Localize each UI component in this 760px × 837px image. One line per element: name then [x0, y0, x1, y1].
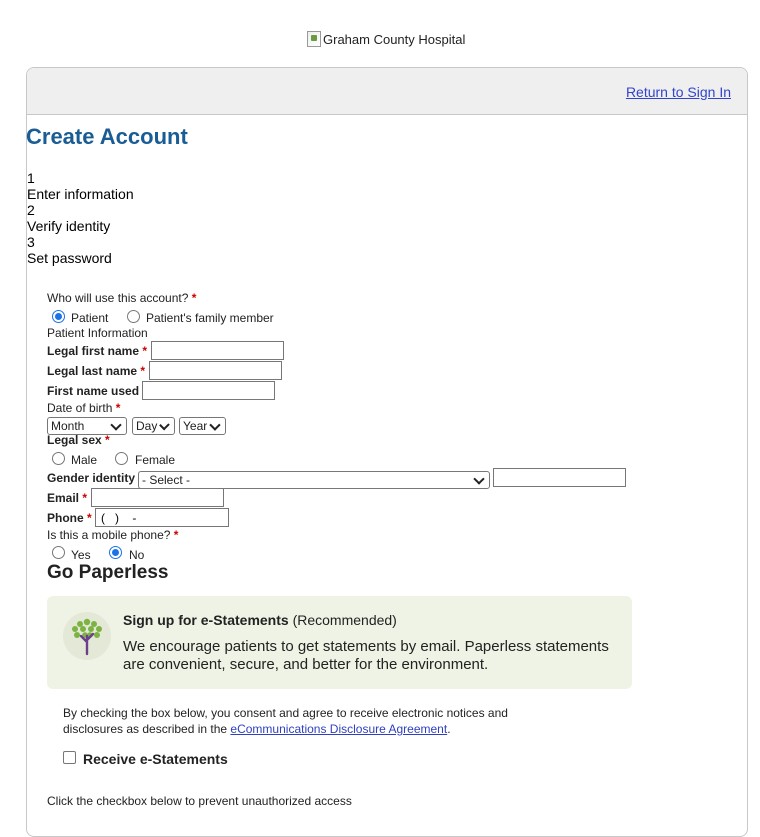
receive-e-statements-checkbox[interactable]: [63, 751, 76, 764]
step-3-number: 3: [27, 234, 35, 250]
go-paperless-heading: Go Paperless: [47, 562, 169, 583]
sex-label-text: Legal sex: [47, 433, 102, 447]
mobile-no-label: No: [129, 548, 145, 562]
broken-image-icon: [307, 31, 321, 47]
page-title: Create Account: [26, 124, 188, 149]
dob-year-value: Year: [183, 419, 208, 433]
gender-other-input[interactable]: [493, 468, 626, 487]
required-mark: *: [87, 511, 92, 525]
first-name-used-input[interactable]: [142, 381, 275, 400]
email-input[interactable]: [91, 488, 224, 507]
step-1-number: 1: [27, 170, 35, 186]
return-to-sign-in-link[interactable]: Return to Sign In: [625, 84, 731, 100]
required-mark: *: [191, 291, 197, 305]
dob-day-select[interactable]: [132, 417, 175, 435]
step-2-label: Verify identity: [27, 218, 111, 234]
sex-male-label: Male: [71, 453, 98, 467]
dob-label: [47, 401, 120, 415]
dob-month-value: Month: [51, 419, 85, 433]
captcha-instruction: Click the checkbox below to prevent unauthorized access: [47, 794, 352, 808]
mobile-no-radio[interactable]: [109, 546, 122, 559]
promo-body: We encourage patients to get statements by email. Paperless statements are convenient, secure, and better for the environment.: [123, 638, 609, 673]
receive-e-statements-label[interactable]: Receive e-Statements: [83, 751, 228, 767]
promo-recommended: (Recommended): [292, 612, 397, 628]
first-name-used-label: First name used: [47, 384, 140, 398]
phone-input[interactable]: [95, 508, 229, 527]
consent-text-part-1: By checking the box below, you consent and agree to receive electronic notices and disclosures as described in the: [63, 706, 508, 736]
chevron-down-icon: [110, 419, 121, 430]
who-patient-label: Patient: [71, 311, 109, 325]
required-mark: *: [140, 364, 146, 378]
mobile-question: [47, 528, 178, 542]
logo-alt-text: Graham County Hospital: [323, 31, 466, 47]
sex-female-radio[interactable]: [115, 452, 128, 465]
step-3-label: Set password: [27, 250, 112, 266]
who-patient-radio[interactable]: [52, 310, 65, 323]
last-name-label: [47, 364, 145, 378]
who-family-radio[interactable]: [127, 310, 140, 323]
card-header: [27, 68, 747, 115]
who-question: [47, 291, 196, 305]
mobile-question-text: Is this a mobile phone?: [47, 528, 171, 542]
dob-label-text: Date of birth: [47, 401, 113, 415]
step-1-label: Enter information: [27, 186, 134, 202]
sex-label: [47, 433, 110, 447]
promo-title-text: Sign up for e-Statements: [123, 612, 289, 628]
phone-label-text: Phone: [47, 511, 84, 525]
mobile-yes-radio[interactable]: [52, 546, 65, 559]
hospital-logo: [307, 31, 465, 47]
who-family-label: Patient's family member: [146, 311, 274, 325]
patient-info-label: Patient Information: [47, 326, 148, 340]
gender-label: Gender identity: [47, 471, 136, 485]
sex-female-label: Female: [135, 453, 176, 467]
sex-male-radio[interactable]: [52, 452, 65, 465]
chevron-down-icon: [159, 419, 169, 429]
dob-year-select[interactable]: [179, 417, 226, 435]
consent-text-part-2: .: [447, 722, 451, 736]
first-name-input[interactable]: [151, 341, 284, 360]
e-statements-promo: [47, 596, 632, 689]
last-name-label-text: Legal last name: [47, 364, 138, 378]
phone-label: [47, 511, 92, 525]
first-name-label: [47, 344, 147, 358]
chevron-down-icon: [473, 473, 484, 484]
required-mark: *: [173, 528, 179, 542]
mobile-yes-label: Yes: [71, 548, 91, 562]
required-mark: *: [142, 344, 148, 358]
who-question-text: Who will use this account?: [47, 291, 189, 305]
email-label-text: Email: [47, 491, 80, 505]
last-name-input[interactable]: [149, 361, 282, 380]
required-mark: *: [115, 401, 121, 415]
gender-select[interactable]: [138, 471, 490, 489]
tree-icon: [63, 612, 111, 660]
gender-select-value: - Select -: [142, 473, 191, 487]
step-2-number: 2: [27, 202, 35, 218]
required-mark: *: [105, 433, 110, 447]
chevron-down-icon: [210, 419, 221, 430]
consent-text: [63, 705, 523, 737]
email-label: [47, 491, 87, 505]
first-name-label-text: Legal first name: [47, 344, 140, 358]
promo-title: [123, 612, 397, 628]
tree-icon-graphic: [63, 612, 111, 660]
dob-day-value: Day: [136, 419, 158, 433]
ecommunications-disclosure-link[interactable]: eCommunications Disclosure Agreement: [230, 722, 448, 736]
required-mark: *: [82, 491, 88, 505]
